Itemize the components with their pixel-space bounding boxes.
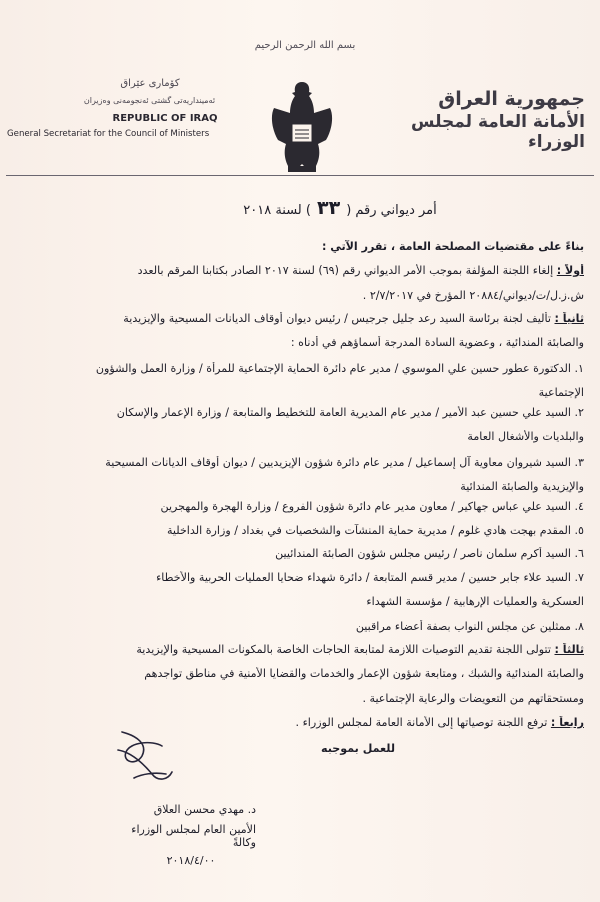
clause-third-line2: والصابئة المندائية والشبك ، ومتابعة شؤون الإعمار والخدمات والقضايا الأمنية في مناطق تواجدهم [144,667,584,680]
republic-english: REPUBLIC OF IRAQ [112,113,218,124]
republic-kurdish: كۆماری عێراق [120,78,180,89]
member-4: ٤. السيد علي عباس جهاكير / معاون مدير عام دائرة شؤون الفروع / وزارة الهجرة والمهجرين [160,500,584,513]
member-2-line2: والبلديات والأشغال العامة [467,430,584,443]
clause-fourth-label: رابعاً : [550,716,584,729]
order-suffix: ) لسنة ٢٠١٨ [243,203,311,218]
member-2-line1: ٢. السيد علي حسين عبد الأمير / مدير عام المديرية العامة للتخطيط والمتابعة / وزارة الإعمار والإسكان [116,406,584,419]
republic-arabic: جمهورية العراق [438,88,585,110]
clause-first-line2: ش.ز.ل/ت/ديواني/٢٠٨٨٤ المؤرخ في ٢/٧/٢٠١٧ . [362,289,584,302]
clause-third-line3: ومستحقاتهم من التعويضات والرعاية الإجتماعية . [362,692,584,705]
basmala: بسم الله الرحمن الرحيم [254,40,356,51]
clause-first-label: أولاً : [556,264,584,277]
member-1-line1: ١. الدكتورة عطور حسين علي الموسوي / مدير عام دائرة الحماية الإجتماعية للمرأة / وزارة العمل والشؤون [95,362,584,375]
general-secretariat-kurdish: ئەمینداریەتی گشتی ئەنجومەنی وەزیران [83,96,216,105]
member-6: ٦. السيد أكرم سلمان ناصر / رئيس مجلس شؤون الصابئة المندائيين [275,547,584,560]
order-number: ٣٣ [316,197,341,219]
closing-line: للعمل بموجبه [321,742,395,755]
member-8: ٨. ممثلين عن مجلس النواب بصفة أعضاء مراقبين [355,620,584,633]
member-5: ٥. المقدم بهجت هادي غلوم / مديرية حماية المنشآت والشخصيات في بغداد / وزارة الداخلية [166,524,584,537]
general-secretariat-english: General Secretariat for the Council of Ministers [7,129,210,139]
iraq-eagle-emblem [262,78,342,176]
signature-date: ٢٠١٨/٤/٠٠ [166,854,216,867]
clause-third-label: ثالثاً : [554,643,584,656]
signatory-name: د. مهدي محسن العلاق [153,803,256,816]
clause-fourth: رابعاً : ترفع اللجنة توصياتها إلى الأمانة العامة لمجلس الوزراء . [295,716,584,729]
intro-line: بناءً على مقتضيات المصلحة العامة ، تقرر الآتي : [321,240,584,253]
handwritten-signature [82,722,192,792]
clause-second-line2: والصابئة المندائية ، وعضوية السادة المدرجة أسماؤهم في أدناه : [290,336,584,349]
general-secretariat-arabic: الأمانة العامة لمجلس الوزراء [411,112,585,152]
order-prefix: أمر ديواني رقم ( [346,203,437,218]
member-1-line2: الإجتماعية [538,386,584,399]
member-3-line2: والإيزيدية والصابئة المندائية [460,480,584,493]
member-7-line1: ٧. السيد علاء جابر حسين / مدير قسم المتابعة / دائرة شهداء ضحايا العمليات الحربية والأخطاء [156,571,584,584]
clause-first-line1: أولاً : إلغاء اللجنة المؤلفة بموجب الأمر الديواني رقم (٦٩) لسنة ٢٠١٧ الصادر بكتابنا المرقم بالعدد [137,264,584,277]
clause-second-label: ثانياً : [554,312,584,325]
member-3-line1: ٣. السيد شيروان معاوية آل إسماعيل / مدير عام دائرة شؤون الإيزيديين / ديوان أوقاف الديانات المسيحية [105,456,584,469]
clause-third-line1: ثالثاً : تتولى اللجنة تقديم التوصيات اللازمة لمتابعة الحاجات الخاصة بالمكونات المسيحية والإيزيدية [136,643,584,656]
order-title [180,197,500,219]
member-7-line2: العسكرية والعمليات الإرهابية / مؤسسة الشهداء [366,595,584,608]
clause-second-line1: ثانياً : تأليف لجنة برئاسة السيد رعد جليل جرجيس / رئيس ديوان أوقاف الديانات المسيحية والإيزيدية [123,312,584,325]
header-divider [6,175,594,176]
signatory-title: الأمين العام لمجلس الوزراء وكالةً [131,823,256,849]
